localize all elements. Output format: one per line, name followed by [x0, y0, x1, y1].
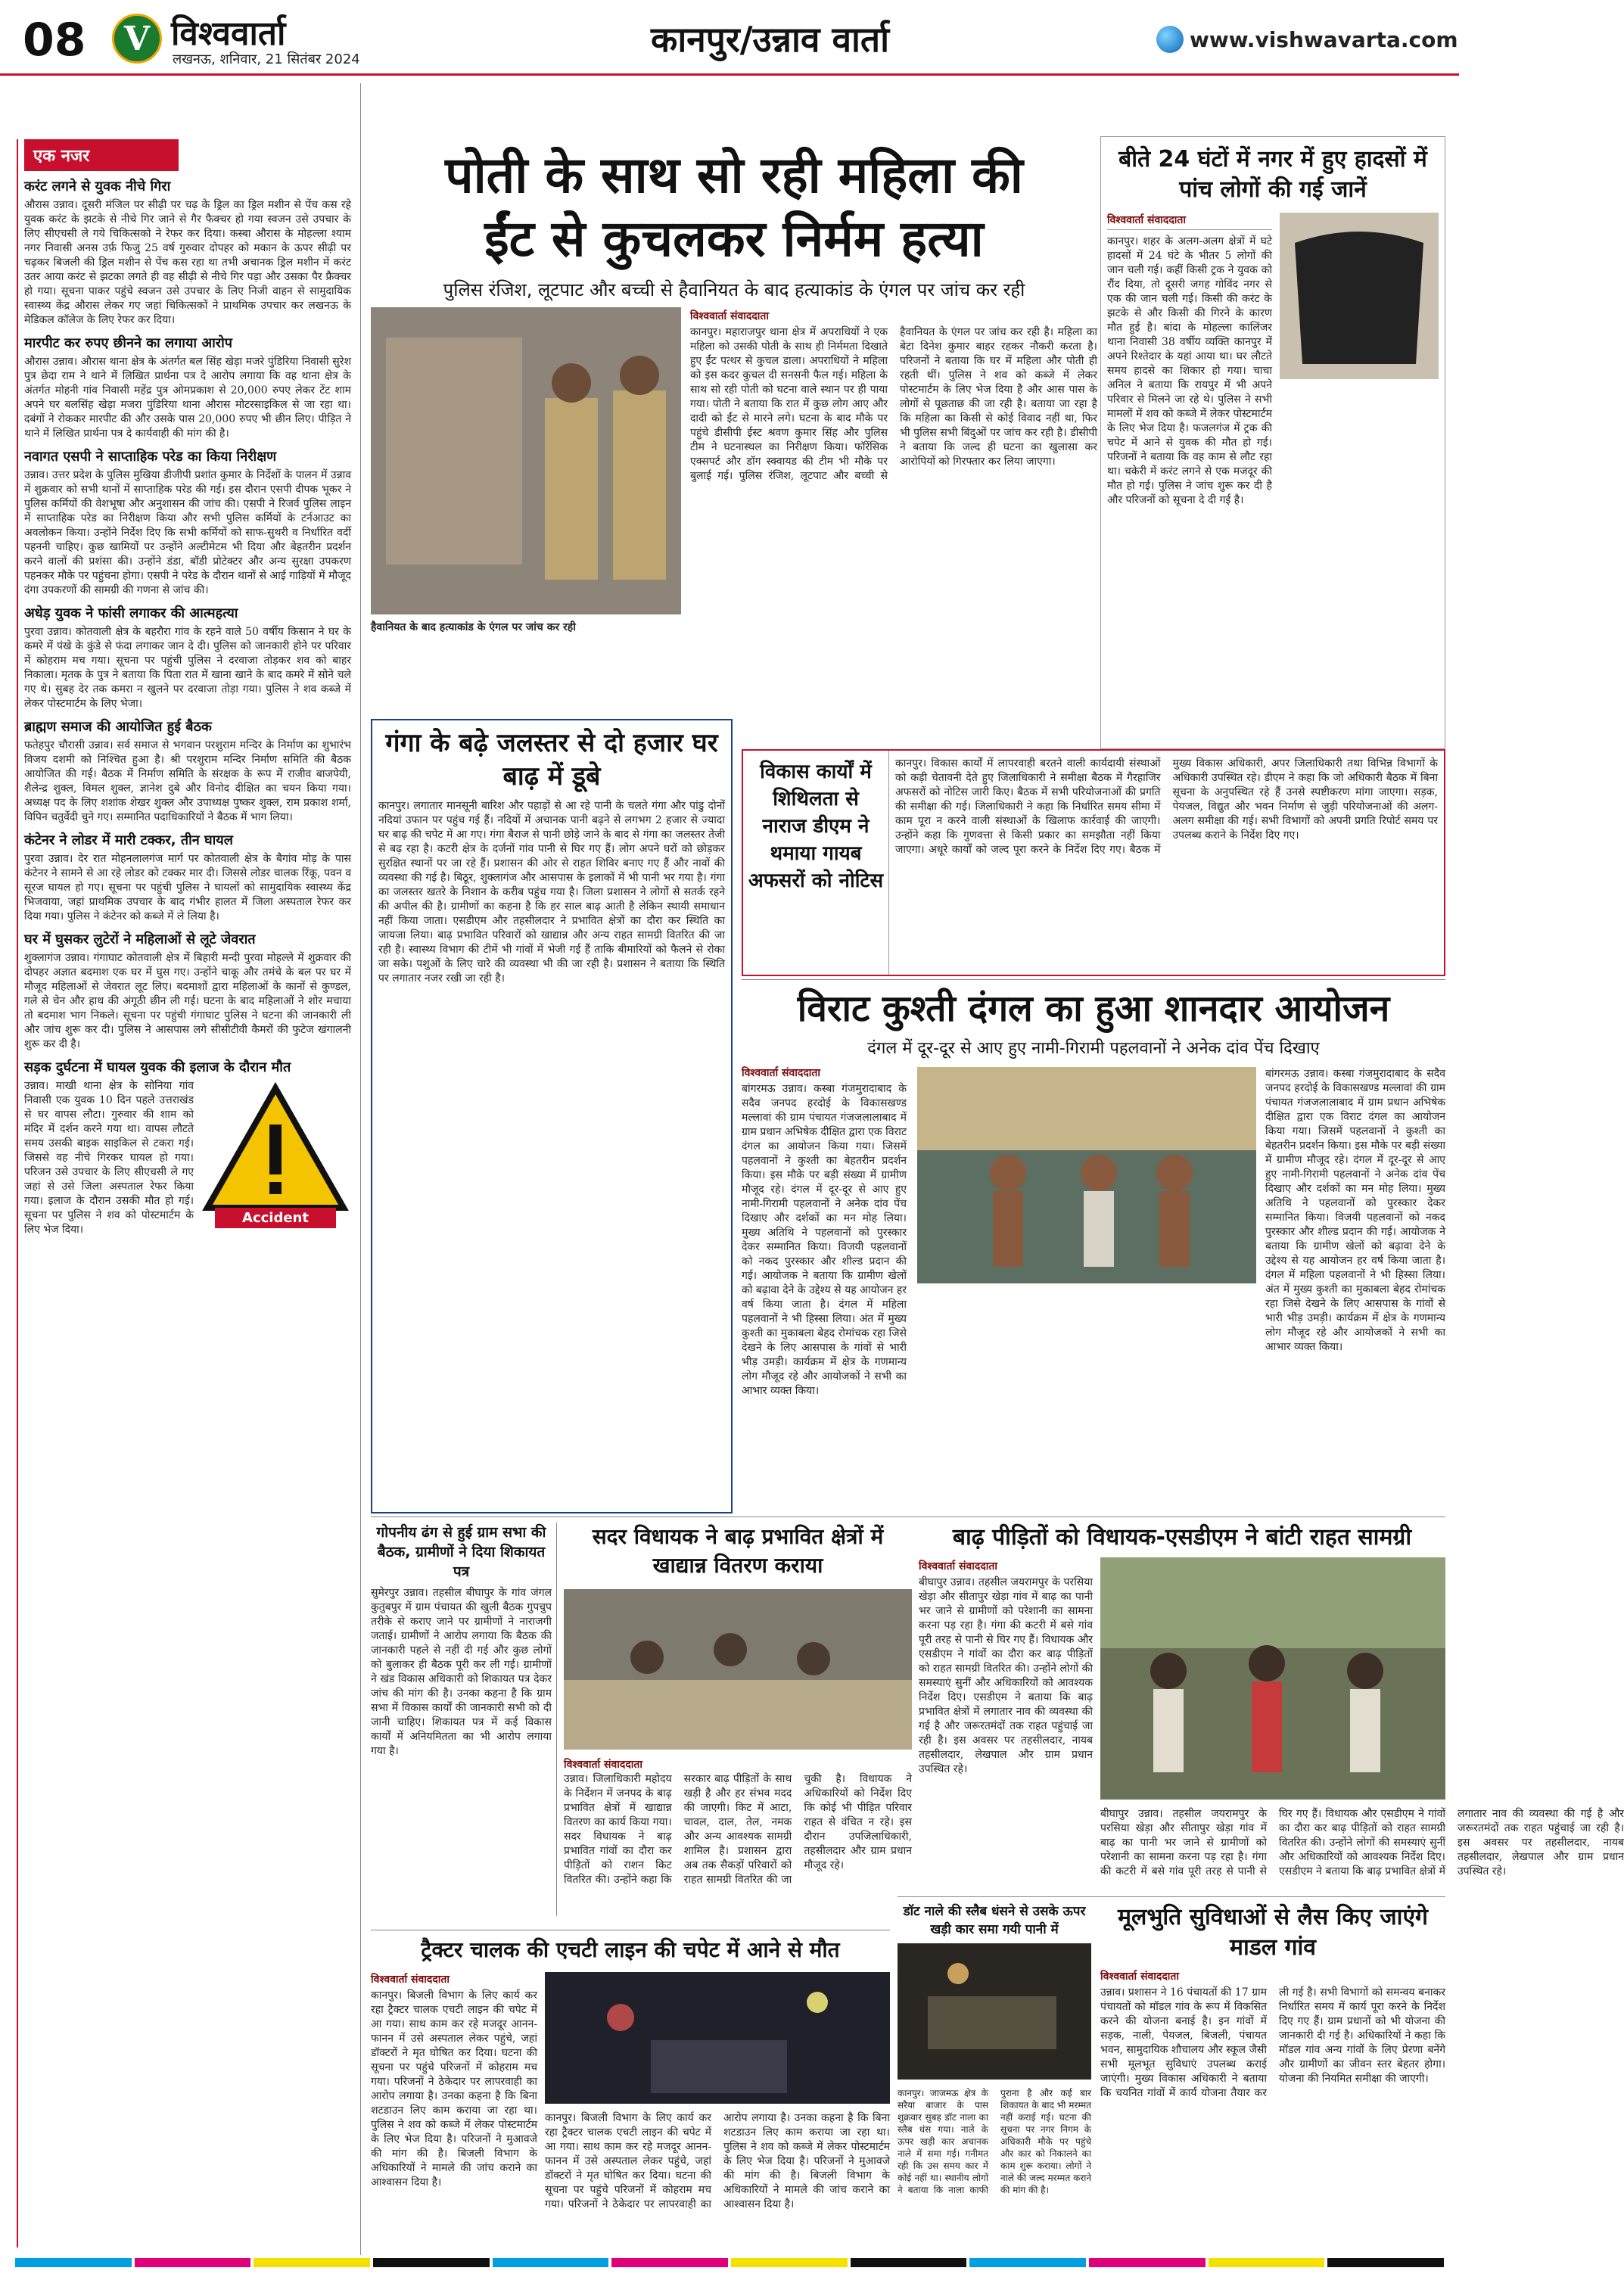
nazar-item: [24, 604, 351, 711]
lead-body: कानपुर। महाराजपुर थाना क्षेत्र में अपराधियों ने एक महिला को उसकी पोती के साथ ही निर्ममता दिखाते हुए ईंट पत्थर से कुचल डाला। अपराधियों ने महिला को इस कदर कुचल दी सनसनी फैल गई। महिला के साथ सो रही पोती को घटना वाले स्थान पर ही पाया गया। पोती ने बताया कि रात में कुछ लोग आए और दादी को ईंट से मारने लगे। घटना के बाद मौके पर पहुंचे डीसीपी ईस्ट श्रवण कुमार सिंह और पुलिस टीम ने घटनास्थल का निरीक्षण किया। फॉरेंसिक एक्सपर्ट और डॉग स्क्वायड की टीम भी मौके पर बुलाई गई। पुलिस रंजिश, लूटपाट और बच्ची से हैवानियत के एंगल पर जांच कर रही है। महिला का बेटा दिनेश कुमार बाहर रहकर नौकरी करता है। परिजनों ने बताया कि घर में महिला और पोती ही रहती थीं। पुलिस ने शव को कब्जे में लेकर पोस्टमार्टम के लिए भेज दिया है और आस पास के लोगों से पूछताछ की जा रही है। बताया जा रहा है कि महिला का किसी से कोई विवाद नहीं था, फिर भी पुलिस सभी बिंदुओं पर जांच कर रही है। डीसीपी ने बताया कि जल्द ही घटना का खुलासा कर आरोपियों को गिरफ्तार कर लिया जाएगा।: [690, 326, 1097, 482]
nazar-item-title: मारपीट कर रुपए छीनने का लगाया आरोप: [24, 335, 232, 351]
nazar-item: [24, 447, 351, 598]
section-divider: [742, 979, 1445, 980]
nazar-item-text: शुक्लागंज उन्नाव। गंगाघाट कोतवाली क्षेत्र में बिहारी मन्दी पुरवा मोहल्ले में शुक्रवार की दोपहर अज्ञात बदमाश एक घर में घुस गए। उन्होंने चाकू और तमंचे के बल पर घर में मौजूद महिलाओं से जेवरात लूट लिए। बदमाशों द्वारा महिलाओं के कानों से कुण्डल, गले से चेन और हाथ की अंगूठी छीन ली गई। घटना के बाद महिलाओं ने शोर मचाया तो बदमाश भाग निकले। सूचना पर पहुंची गंगाघाट पुलिस ने घटना की जानकारी ली और जांच शुरू कर दी। पुलिस ने आसपास लगे सीसीटीवी कैमरों की फुटेज खंगालनी शुरू कर दी है।: [24, 952, 351, 1050]
rahat-photo: [1100, 1557, 1445, 1800]
dangal-body-text-cont: बांगरमऊ उन्नाव। कस्बा गंजमुरादाबाद के सदैव जनपद हरदोई के विकासखण्ड मल्लावां की ग्राम पंचायत गंजजलालाबाद में ग्राम प्रधान अभिषेक दीक्षित द्वारा एक विराट दंगल का आयोजन किया गया। जिसमें पहलवानों ने कुश्ती का बेहतरीन प्रदर्शन किया। इस मौके पर बड़ी संख्या में ग्रामीण मौजूद रहे। दंगल में दूर-दूर से आए हुए नामी-गिरामी पहलवानों ने अनेक दांव पेंच दिखाए और दर्शकों का मन मोह लिया। मुख्य अतिथि ने पहलवानों को पुरस्कार देकर सम्मानित किया। विजयी पहलवानों को नकद पुरस्कार और शील्ड प्रदान की गई। आयोजक ने बताया कि ग्रामीण खेलों को बढ़ावा देने के उद्देश्य से यह आयोजन हर वर्ष किया जाता है। दंगल में महिला पहलवानों ने भी हिस्सा लिया। अंत में मुख्य कुश्ती का मुकाबला बेहद रोमांचक रहा जिसे देखने के लिए आसपास के गांवों से भारी भीड़ उमड़ी। कार्यक्रम में क्षेत्र के गणमान्य लोग मौजूद रहे और आयोजकों ने सभी का आभार व्यक्त किया।: [1265, 1068, 1445, 1353]
lead-headline-line1: पोती के साथ सो रही महिला की: [445, 146, 1023, 204]
nazar-item-text: औरास उन्नाव। औरास थाना क्षेत्र के अंतर्गत बल सिंह खेड़ा मजरे पुंडिरिया निवासी सुरेश पुत्र छेदा राम ने थाने में लिखित प्रार्थना पत्र दे आरोप लगाया कि वह थाना क्षेत्र के अंतर्गत मोहनी गांव निवासी महेंद्र पुत्र ओमप्रकाश से 20,000 रुपए लेकर टेंट शाम अपने घर बलसिंह खेड़ा मजरा पुंडिरिया थाना औरास मोटरसाइकिल से जा रहा था। दबंगों ने रोककर मारपीट की और उसके पास 20,000 रुपए भी छीन लिए। पीड़ित ने थाने में लिखित प्रार्थना पत्र दे कार्यवाही की मांग की है।: [24, 356, 351, 440]
nazar-item-text: औरास उन्नाव। दूसरी मंजिल पर सीढ़ी पर चढ़ के ड्रिल का ड्रिल मशीन से पेंच कस रहे युवक करंट के झटके से नीचे गिर जाने से गैर फैक्चर हो गया स्वजन उसे उपचार के लिए सीएचसी ले गये चिकित्सको ने रेफर कर दिया। कस्बा औरास के मोहल्ला श्याम नगर निवासी अनस उर्फ़ फिजु 25 वर्ष गुरुवार दोपहर को मकान के ऊपर सीढ़ी पर चढ़कर बिजली की ड्रिल मशीन से पेंच कस रहा था तभी अचानक ड्रिल मशीन में करंट उतर आया करंट से झटका लगते ही वह सीढ़ी से नीचे गिर पड़ा और उसका पैर फ्रैक्चर हो गया। सूचना पाकर पहुंचे स्वजन उसे उपचार के लिए निजी वाहन से सामुदायिक स्वास्थ्य केंद्र औरास लेकर गए जहां चिकित्सकों ने प्राथमिक उपचार कर लखनऊ के मेडिकल कॉलेज के लिए रेफर कर दिया।: [24, 199, 351, 326]
dangal-headline: विराट कुश्ती दंगल का हुआ शानदार आयोजन: [797, 988, 1390, 1030]
nazar-item: [24, 831, 351, 924]
sidebar-byline: विश्ववार्ता संवाददाता: [1107, 213, 1272, 230]
website-link[interactable]: www.vishwavarta.com: [1190, 27, 1458, 52]
section-title: कानपुर/उन्नाव वार्ता: [651, 19, 890, 60]
nazar-item-text: पुरवा उन्नाव। कोतवाली क्षेत्र के बहरौरा गांव के रहने वाले 50 वर्षीय किसान ने घर के कमरे में पंखे के कुंडे से फंदा लगाकर जान दे दी। पुलिस को जानकारी होने पर परिवार में कोहराम मच गया। सूचना पर पहुंची पुलिस ने दरवाजा तोड़कर शव को बाहर निकाला। मृतक के पुत्र ने बताया कि पिता रात में खाना खाने के बाद कमरे में सोने चले गए थे। सुबह देर तक कमरा न खुलने पर दरवाजा तोड़ा गया। पुलिस ने शव कब्जे में लेकर पोस्टमार्टम के लिए भेजा।: [24, 626, 351, 710]
tractor-body-right: [545, 2111, 890, 2248]
police-officers-illustration: [371, 307, 681, 614]
edition-line: लखनऊ, शनिवार, 21 सितंबर 2024: [173, 51, 360, 67]
rahat-body-text-cont: बीघापुर उन्नाव। तहसील जयरामपुर के परसिया खेड़ा और सीतापुर खेड़ा गांव में बाढ़ का पानी भर जाने से ग्रामीणों को परेशानी का सामना करना पड़ रहा है। गंगा की कटरी में बसे गांव पूरी तरह से पानी से घिर गए हैं। विधायक और एसडीएम ने गांवों का दौरा कर बाढ़ पीड़ितों को राहत सामग्री वितरित की। उन्होंने लोगों की समस्याएं सुनीं और अधिकारियों को आवश्यक निर्देश दिए। एसडीएम ने बताया कि बाढ़ प्रभावित क्षेत्रों में लगातार नाव की व्यवस्था की गई है और जरूरतमंदों तक राहत पहुंचाई जा रही है। इस अवसर पर तहसीलदार, नायब तहसीलदार, लेखपाल और ग्राम प्रधान उपस्थित रहे।: [1100, 1808, 1624, 1877]
sidebar-headline: बीते 24 घंटों में नगर में हुए हादसों में पांच लोगों की गई जानें: [1118, 146, 1427, 203]
tractor-headline: ट्रैक्टर चालक की एचटी लाइन की चपेट में आने से मौत: [421, 1937, 840, 1962]
ek-nazar-label: एक नजर: [24, 139, 179, 171]
ganga-body: कानपुर। लगातार मानसूनी बारिश और पहाड़ों से आ रहे पानी के चलते गंगा और पांडु दोनों नदियां उफान पर पहुंच गई हैं। नदियों में अचानक पानी बढ़ने से लगभग 2 हजार से ज्यादा घर बाढ़ की चपेट में आ गए। गंगा बैराज से पानी छोड़े जाने के बाद से गंगा का जलस्तर तेजी से बढ़ रहा है। कटरी क्षेत्र के दर्जनों गांव पानी से घिर गए हैं। लोग अपने घरों को छोड़कर सुरक्षित स्थानों पर जा रहे हैं। प्रशासन की ओर से राहत शिविर बनाए गए हैं और नावों की व्यवस्था की गई है। बिठूर, शुक्लागंज और आसपास के इलाकों में भी पानी भर गया है। गंगा का जलस्तर खतरे के निशान के करीब पहुंच गया है। जिला प्रशासन ने लोगों से सतर्क रहने की अपील की है। ग्रामीणों का कहना है कि हर साल बाढ़ आती है लेकिन स्थायी समाधान नहीं किया जाता। एसडीएम और तहसीलदार ने प्रभावित क्षेत्रों का दौरा कर स्थिति का जायजा लिया। बाढ़ प्रभावित परिवारों को खाद्यान्न और अन्य राहत सामग्री वितरित की जा रही है। स्वास्थ्य विभाग की टीमें भी गांवों में भेजी गई हैं ताकि बीमारियों को फैलने से रोका जा सके। पशुओं के लिए चारे की व्यवस्था भी की जा रही है। प्रशासन ने बताया कि स्थिति पर लगातार नजर रखी जा रही है।: [378, 800, 725, 985]
section-divider: [898, 1896, 1445, 1897]
accident-sign-label: Accident: [215, 1208, 336, 1228]
nazar-item: [24, 177, 351, 328]
dangal-photo: [917, 1067, 1256, 1283]
gram-sabha-box: [371, 1523, 557, 1916]
model-gaon-headline: मूलभुति सुविधाओं से लैस किए जाएंगे माडल गांव: [1118, 1904, 1428, 1961]
lead-photo: [371, 307, 681, 614]
rahat-body-cont: [1100, 1807, 1624, 1890]
nazar-item-title: नवागत एसपी ने साप्ताहिक परेड का किया निरीक्षण: [24, 449, 277, 465]
tractor-body-text-cont: कानपुर। बिजली विभाग के लिए कार्य कर रहा ट्रैक्टर चालक एचटी लाइन की चपेट में आ गया। साथ काम कर रहे मजदूर आनन-फानन में उसे अस्पताल लेकर पहुंचे, जहां डॉक्टरों ने मृत घोषित कर दिया। घटना की सूचना पर पहुंचे परिजनों में कोहराम मच गया। परिजनों ने ठेकेदार पर लापरवाही का आरोप लगाया है। उनका कहना है कि बिना शटडाउन लिए काम कराया जा रहा था। पुलिस ने शव को कब्जे में लेकर पोस्टमार्टम के लिए भेज दिया है। परिजनों ने मुआवजे की मांग की है। बिजली विभाग के अधिकारियों ने मामले की जांच कराने का आश्वासन दिया है।: [545, 2112, 890, 2210]
accident-sign-icon: [200, 1079, 351, 1230]
dangal-subhead: दंगल में दूर-दूर से आए हुए नामी-गिरामी पहलवानों ने अनेक दांव पेंच दिखाए: [867, 1039, 1320, 1058]
nazar-item-title: सड़क दुर्घटना में घायल युवक की इलाज के दौरान मौत: [24, 1059, 291, 1075]
nazar-item-text: उन्नाव। उत्तर प्रदेश के पुलिस मुखिया डीजीपी प्रशांत कुमार के निर्देशों के पालन में उन्नाव में शुक्रवार को सभी थानों में साप्ताहिक परेड की गई। इस दौरान एसपी दीपक भूकर ने पुलिस कर्मियों की वेशभूषा और अनुशासन की जांच की। एसपी ने रिजर्व पुलिस लाइन में साप्ताहिक परेड का निरीक्षण किया और सभी पुलिस कर्मियों के टर्नआउट का अवलोकन किया। उन्होंने निर्देश दिए कि सभी कर्मियों को साफ-सुथरी व निर्धारित वर्दी पहननी चाहिए। कुछ खामियों पर उन्होंने अल्टीमेटम भी दिया और बेहतरीन प्रदर्शन करने वालों की प्रशंसा की। उन्होंने डंडा, बॉडी प्रोटेक्टर और अन्य सुरक्षा उपकरण पहनकर मौके पर पहुंचना होगा। एसपी ने परेड के दौरान थानों से आई गाड़ियों में मौजूद दंगा उपकरणों की सामग्री की गणना से जांच की।: [24, 469, 351, 596]
nazar-item: [24, 930, 351, 1052]
gram-sabha-body: सुमेरपुर उन्नाव। तहसील बीघापुर के गांव जंगल कुतुबपुर में ग्राम पंचायत की खुली बैठक गुपचुप तरीके से कराए जाने पर ग्रामीणों ने नाराजगी जताई। ग्रामीणों ने आरोप लगाया कि बैठक की जानकारी पहले से नहीं दी गई और कुछ लोगों को बुलाकर ही बैठक पूरी कर ली गई। ग्रामीणों ने खंड विकास अधिकारी को शिकायत पत्र देकर जांच की मांग की है। उनका कहना है कि ग्राम सभा में विकास कार्यों की जानकारी सभी को दी जानी चाहिए। शिकायत पत्र में कई विकास कार्यों में अनियमितता का भी आरोप लगाया गया है।: [371, 1587, 552, 1757]
tractor-photo: [545, 1972, 890, 2104]
dangal-byline: विश्ववार्ता संवाददाता: [742, 1067, 821, 1079]
sidebar-body: कानपुर। शहर के अलग-अलग क्षेत्रों में घटे हादसों में 24 घंटे के भीतर 5 लोगों की जान चली गई। कहीं किसी ट्रक ने युवक को रौंद दिया, तो दूसरी जगह गोविंद नगर से एक की जान चली गई। किसी की करंट के झटके से और किसी की गिरने के कारण मौत हुई है। बांदा के मोहल्ला कालिंजर थाना निवासी 38 वर्षीय व्यक्ति कानपुर में अपने रिश्तेदार के यहां आया था। घर लौटते समय हादसे का शिकार हो गया। चाचा अनिल ने बताया कि रायपुर में भी अपने परिवार से मिलने जा रहे थे। पुलिस ने सभी मामलों में शव को कब्जे में लेकर पोस्टमार्टम के लिए भेज दिया है। फजलगंज में ट्रक की चपेट में आने से युवक की मौत हो गई। परिजनों ने बताया कि वह काम से लौट रहा था। चकेरी में करंट लगने से एक मजदूर की मौत हो गई। पुलिस ने जांच शुरू कर दी है और परिजनों को सूचना दे दी गई है।: [1107, 235, 1272, 506]
masthead: [0, 0, 1459, 76]
nazar-item-title: घर में घुसकर लुटेरों ने महिलाओं से लूटे जेवरात: [24, 932, 256, 947]
page-number: 08: [23, 14, 86, 67]
model-gaon-byline: विश्ववार्ता संवाददाता: [1100, 1971, 1180, 1983]
nazar-item: [24, 1058, 351, 1237]
column-divider: [360, 83, 361, 2255]
ek-nazar-column: [17, 139, 351, 2248]
khadyan-body: उन्नाव। जिलाधिकारी महोदय के निर्देशन में जनपद के बाढ़ प्रभावित क्षेत्रों में खाद्यान्न वितरण का कार्य किया गया। सदर विधायक ने बाढ़ प्रभावित गांवों का दौरा कर पीड़ितों को राशन किट वितरित की। उन्होंने कहा कि सरकार बाढ़ पीड़ितों के साथ खड़ी है और हर संभव मदद की जाएगी। किट में आटा, चावल, दाल, तेल, नमक और अन्य आवश्यक सामग्री शामिल है। प्रशासन द्वारा अब तक सैकड़ों परिवारों को राहत सामग्री वितरित की जा चुकी है। विधायक ने अधिकारियों को निर्देश दिए कि कोई भी पीड़ित परिवार राहत से वंचित न रहे। इस दौरान उपजिलाधिकारी, तहसीलदार और ग्राम प्रधान मौजूद रहे।: [564, 1773, 912, 1886]
tractor-body-text: कानपुर। बिजली विभाग के लिए कार्य कर रहा ट्रैक्टर चालक एचटी लाइन की चपेट में आ गया। साथ काम कर रहे मजदूर आनन-फानन में उसे अस्पताल लेकर पहुंचे, जहां डॉक्टरों ने मृत घोषित कर दिया। घटना की सूचना पर पहुंचे परिजनों में कोहराम मच गया। परिजनों ने ठेकेदार पर लापरवाही का आरोप लगाया है। उनका कहना है कि बिना शटडाउन लिए काम कराया जा रहा था। पुलिस ने शव को कब्जे में लेकर पोस्टमार्टम के लिए भेज दिया है। परिजनों ने मुआवजे की मांग की है। बिजली विभाग के अधिकारियों ने मामले की जांच कराने का आश्वासन दिया है।: [371, 1989, 537, 2188]
logo-icon: V: [112, 14, 162, 64]
nazar-item: [24, 717, 351, 825]
brand-name: विश्ववार्ता: [171, 14, 286, 53]
nazar-item-title: ब्राह्मण समाज की आयोजित हुई बैठक: [24, 719, 212, 735]
lead-headline-line2: ईंट से कुचलकर निर्मम हत्या: [484, 210, 984, 268]
khadyan-byline: विश्ववार्ता संवाददाता: [564, 1759, 643, 1771]
lead-subhead: पुलिस रंजिश, लूटपाट और बच्ची से हैवानियत के बाद हत्याकांड के एंगल पर जांच कर रही: [443, 279, 1025, 300]
dot-nala-headline: डॉट नाले की स्लैब धंसने से उसके ऊपर खड़ी कार समा गयी पानी में: [903, 1904, 1086, 1937]
nazar-item: [24, 334, 351, 441]
tractor-byline: विश्ववार्ता संवाददाता: [371, 1974, 450, 1986]
lead-photo-caption: हैवानियत के बाद हत्याकांड के एंगल पर जांच कर रही: [371, 621, 576, 633]
lead-headline: [371, 144, 1097, 271]
print-registration-bar: [0, 2258, 1459, 2267]
dot-nala-body: कानपुर। जाजमऊ क्षेत्र के सरैया बाजार के पास शुक्रवार सुबह डॉट नाला का स्लैब धंस गया। नाले के ऊपर खड़ी कार अचानक नाले में समा गई। गनीमत रही कि उस समय कार में कोई नहीं था। स्थानीय लोगों ने बताया कि नाला काफी पुराना है और कई बार शिकायत के बाद भी मरम्मत नहीं कराई गई। घटना की सूचना पर नगर निगम के अधिकारी मौके पर पहुंचे और कार को निकालने का काम शुरू कराया। लोगों ने नाले की जल्द मरम्मत कराने की मांग की है।: [898, 2088, 1091, 2195]
khadyan-photo: [564, 1589, 912, 1750]
nazar-item-title: करंट लगने से युवक नीचे गिरा: [24, 179, 171, 194]
rahat-headline: बाढ़ पीड़ितों को विधायक-एसडीएम ने बांटी राहत सामग्री: [952, 1524, 1412, 1551]
tractor-body-left: [371, 1989, 537, 2246]
nazar-item-title: अधेड़ युवक ने फांसी लगाकर की आत्महत्या: [24, 605, 238, 621]
nazar-item-text: पुरवा उन्नाव। देर रात मोहनलालगंज मार्ग पर कोतवाली क्षेत्र के बैगांव मोड़ के पास कंटेनर ने सामने से आ रहे लोडर को टक्कर मार दी। जिससे लोडर चालक रिंकू, पवन व सूरज घायल हो गए। सूचना पर पहुंची पुलिस ने घायलों को सामुदायिक स्वास्थ्य केंद्र भिजवाया, जहां प्राथमिक उपचार के बाद गंभीर हालत में जिला अस्पताल रेफर कर दिया गया। पुलिस ने कंटेनर को कब्जे में ले लिया है।: [24, 853, 351, 922]
dm-notice-headline: विकास कार्यों में शिथिलता से नाराज डीएम ने थमाया गायब अफसरों को नोटिस: [743, 751, 889, 975]
dangal-body-left: [742, 1082, 907, 1397]
dm-notice-body: कानपुर। विकास कार्यों में लापरवाही बरतने वाली कार्यदायी संस्थाओं को कड़ी चेतावनी देते हुए जिलाधिकारी ने समीक्षा बैठक में गैरहाजिर अफसरों को नोटिस जारी किए। बैठक में सभी परियोजनाओं की प्रगति की समीक्षा की गई। जिलाधिकारी ने कहा कि निर्धारित समय सीमा में काम पूरा न करने वाली संस्थाओं के खिलाफ कार्रवाई की जाएगी। उन्होंने कहा कि गुणवत्ता से किसी प्रकार का समझौता नहीं किया जाएगा। अधूरे कार्यों को जल्द पूरा करने के निर्देश दिए गए। बैठक में मुख्य विकास अधिकारी, अपर जिलाधिकारी तथा विभिन्न विभागों के अधिकारी उपस्थित रहे। डीएम ने कहा कि जो अधिकारी बैठक में बिना सूचना के अनुपस्थित रहे हैं उनसे स्पष्टीकरण मांगा जाएगा। सड़क, पेयजल, विद्युत और भवन निर्माण से जुड़ी परियोजनाओं की अलग-अलग समीक्षा की गई। सभी विभागों को अपनी प्रगति रिपोर्ट समय पर उपलब्ध कराने के निर्देश दिए गए।: [895, 757, 1438, 856]
nazar-item-title: कंटेनर ने लोडर में मारी टक्कर, तीन घायल: [24, 832, 233, 848]
gram-sabha-headline: गोपनीय ढंग से हुई ग्राम सभा की बैठक, ग्रामीणों ने दिया शिकायत पत्र: [376, 1524, 546, 1580]
dangal-body-right: [1265, 1067, 1445, 1392]
dm-notice-box: [742, 749, 1445, 976]
sidebar-photo: [1280, 213, 1439, 379]
globe-icon: [1156, 26, 1184, 53]
sidebar-box: [1100, 136, 1445, 749]
ganga-box: [371, 719, 733, 1513]
khadyan-headline: सदर विधायक ने बाढ़ प्रभावित क्षेत्रों में खाद्यान्न वितरण कराया: [592, 1524, 884, 1578]
lead-byline: विश्ववार्ता संवाददाता: [690, 310, 770, 322]
rahat-body: बीघापुर उन्नाव। तहसील जयरामपुर के परसिया खेड़ा और सीतापुर खेड़ा गांव में बाढ़ का पानी भर जाने से ग्रामीणों को परेशानी का सामना करना पड़ रहा है। गंगा की कटरी में बसे गांव पूरी तरह से पानी से घिर गए हैं। विधायक और एसडीएम ने गांवों का दौरा कर बाढ़ पीड़ितों को राहत सामग्री वितरित की। उन्होंने लोगों की समस्याएं सुनीं और अधिकारियों को आवश्यक निर्देश दिए। एसडीएम ने बताया कि बाढ़ प्रभावित क्षेत्रों में लगातार नाव की व्यवस्था की गई है और जरूरतमंदों तक राहत पहुंचाई जा रही है। इस अवसर पर तहसीलदार, नायब तहसीलदार, लेखपाल और ग्राम प्रधान उपस्थित रहे।: [919, 1576, 1093, 1775]
ganga-headline: गंगा के बढ़े जलस्तर से दो हजार घर बाढ़ में डूबे: [385, 728, 718, 792]
rahat-byline: विश्ववार्ता संवाददाता: [919, 1560, 998, 1573]
dangal-body-text: बांगरमऊ उन्नाव। कस्बा गंजमुरादाबाद के सदैव जनपद हरदोई के विकासखण्ड मल्लावां की ग्राम पंचायत गंजजलालाबाद में ग्राम प्रधान अभिषेक दीक्षित द्वारा एक विराट दंगल का आयोजन किया गया। जिसमें पहलवानों ने कुश्ती का बेहतरीन प्रदर्शन किया। इस मौके पर बड़ी संख्या में ग्रामीण मौजूद रहे। दंगल में दूर-दूर से आए हुए नामी-गिरामी पहलवानों ने अनेक दांव पेंच दिखाए और दर्शकों का मन मोह लिया। मुख्य अतिथि ने पहलवानों को पुरस्कार देकर सम्मानित किया। विजयी पहलवानों को नकद पुरस्कार और शील्ड प्रदान की गई। आयोजक ने बताया कि ग्रामीण खेलों को बढ़ावा देने के उद्देश्य से यह आयोजन हर वर्ष किया जाता है। दंगल में महिला पहलवानों ने भी हिस्सा लिया। अंत में मुख्य कुश्ती का मुकाबला बेहद रोमांचक रहा जिसे देखने के लिए आसपास के गांवों से भारी भीड़ उमड़ी। कार्यक्रम में क्षेत्र के गणमान्य लोग मौजूद रहे और आयोजकों ने सभी का आभार व्यक्त किया।: [742, 1083, 907, 1397]
nazar-item-text: फतेहपुर चौरासी उन्नाव। सर्व समाज से भगवान परशुराम मन्दिर के निर्माण का शुभारंभ विजय दशमी को निश्चित हुआ है। श्री परशुराम मन्दिर निर्माण समिति की बैठक आयोजित की गई। बैठक में निर्माण समिति के संरक्षक के रूप में राजीव बाजपेयी, शैलेन्द्र शुक्ल, विमल शुक्ल, ज्ञानेश दुबे और विनोद दीक्षित का चयन किया गया। अध्यक्ष पद के लिए शशांक शेखर शुक्ल और उपाध्यक्ष पुष्कर शुक्ल, राम प्रकाश शर्मा, विपिन चतुर्वेदी चुने गए। सम्मानित पदाधिकारियों ने बैठक में भाग लिया।: [24, 739, 351, 823]
model-gaon-body: उन्नाव। प्रशासन ने 16 पंचायतों की 17 ग्राम पंचायतों को मॉडल गांव के रूप में विकसित करने की योजना बनाई है। इन गांवों में सड़क, नाली, पेयजल, बिजली, पंचायत भवन, सामुदायिक शौचालय और स्कूल जैसी सभी मूलभूत सुविधाएं उपलब्ध कराई जाएंगी। मुख्य विकास अधिकारी ने बताया कि चयनित गांवों में कार्य योजना तैयार कर ली गई है। सभी विभागों को समन्वय बनाकर निर्धारित समय में कार्य पूरा करने के निर्देश दिए गए हैं। ग्राम प्रधानों को भी योजना की जानकारी दी गई है। अधिकारियों ने कहा कि मॉडल गांव अन्य गांवों के लिए प्रेरणा बनेंगे और ग्रामीणों का जीवन स्तर बेहतर होगा। योजना की नियमित समीक्षा की जाएगी।: [1100, 1986, 1445, 2099]
nazar-item-text: उन्नाव। माखी थाना क्षेत्र के सोनिया गांव निवासी एक युवक 10 दिन पहले उत्तराखंड से घर वापस लौटा। गुरुवार की शाम को मंदिर में दर्शन करने गया था। वापस लौटते समय उसकी बाइक साइकिल से टकरा गई। जिससे वह नीचे गिरकर घायल हो गया। परिजन उसे उपचार के लिए सीएचसी ले गए जहां से उसे जिला अस्पताल रेफर किया गया। इलाज के दौरान उसकी मौत हो गई। सूचना पर पुलिस ने शव को पोस्टमार्टम के लिए भेज दिया।: [24, 1080, 194, 1236]
dot-nala-photo: [898, 1943, 1091, 2080]
